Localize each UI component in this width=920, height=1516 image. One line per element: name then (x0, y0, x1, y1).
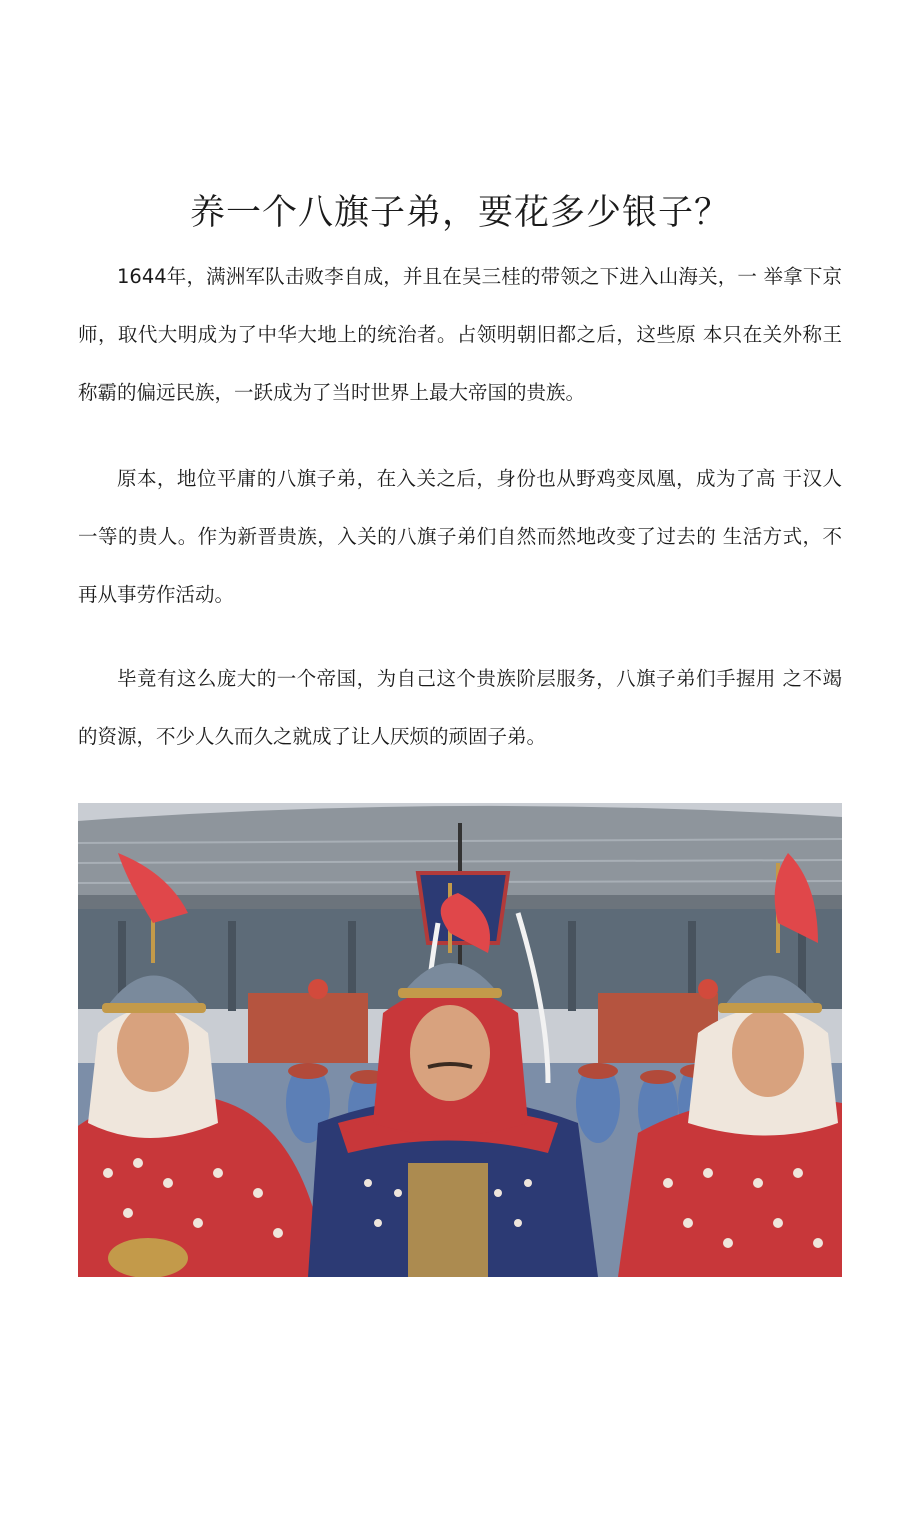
article-photo (78, 803, 842, 1277)
paragraph-2: 原本，地位平庸的八旗子弟，在入关之后，身份也从野鸡变凤凰，成为了高 于汉人一等的贵人。作为新晋贵族，入关的八旗子弟们自然而然地改变了过去的 生活方式，不再从事劳作活动。 (78, 467, 842, 606)
paragraph-1: 1644年，满洲军队击败李自成，并且在吴三桂的带领之下进入山海关，一 举拿下京师，取代大明成为了中华大地上的统治者。占领明朝旧都之后，这些原 本只在关外称王称霸的偏远民族，一跃成为了当时世界上最大帝国的贵族。 (78, 265, 842, 404)
article-title: 养一个八旗子弟，要花多少银子？ (189, 193, 730, 233)
paragraph-3: 毕竟有这么庞大的一个帝国，为自己这个贵族阶层服务，八旗子弟们手握用 之不竭的资源，不少人久而久之就成了让人厌烦的顽固子弟。 (78, 667, 842, 748)
photo-illustration (78, 803, 842, 1277)
